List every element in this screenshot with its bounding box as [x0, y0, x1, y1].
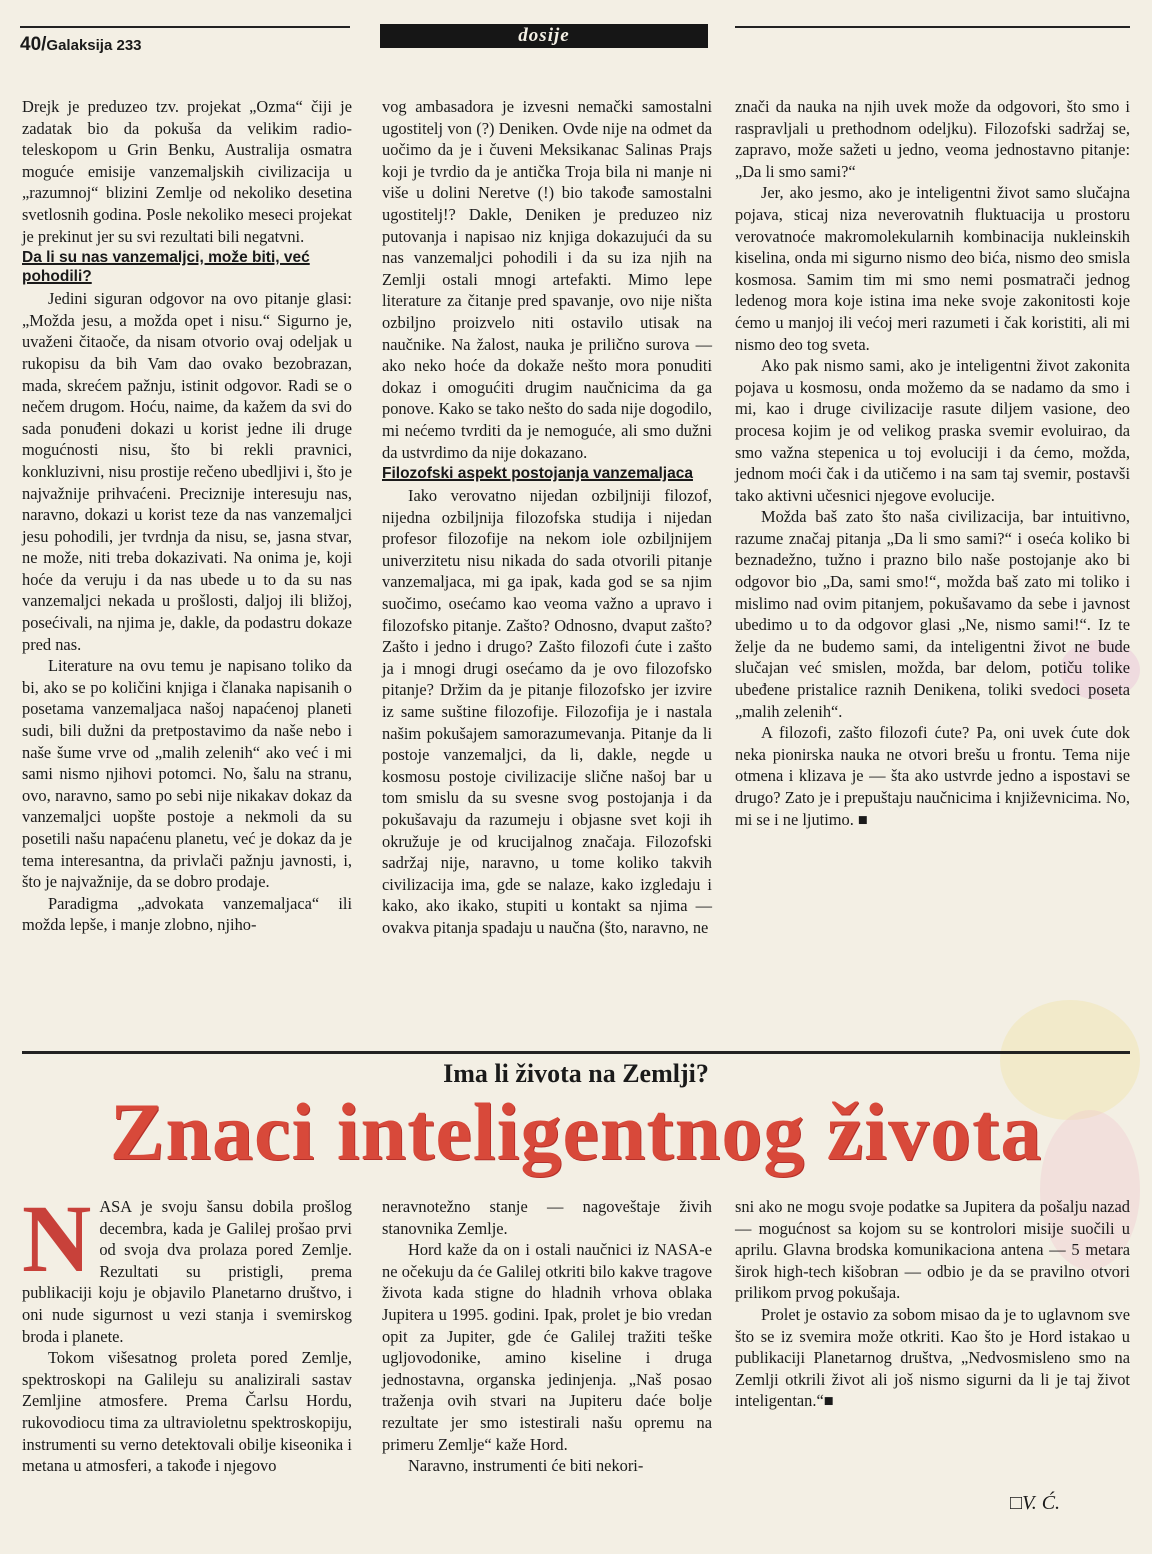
page-number-value: 40/ — [20, 34, 47, 55]
magazine-issue: Galaksija 233 — [46, 37, 142, 54]
header-rule-right — [735, 26, 1130, 28]
header-rule-left — [20, 26, 350, 28]
paragraph: Ako pak nismo sami, ako je inteligentni život zakonita pojava u kosmosu, onda možemo da se nadamo da smo i mi, kao i druge civilizacije rasute diljem vasione, deo procesa kojim je od velikog praska svemir evoluirao, da smo važna stepenica u toj evoluciji i da ćemo, možda, jednom moći čak i da utičemo i na sam taj svemir, postavši tako aktivni učesnici njegove evolucije. — [735, 356, 1130, 505]
paragraph: znači da nauka na njih uvek može da odgovori, što smo i raspravljali u prethodnom odeljku). Filozofski sadržaj se, zapravo, može sažeti u jedno, veoma jednostavno pitanje: „Da li smo sami?“ — [735, 97, 1130, 181]
paragraph: Možda baš zato što naša civilizacija, bar intuitivno, razume značaj pitanja „Da li smo sami?“ i oseća koliko bi beznadežno, tužno i prazno bilo naše postojanje ako bi odgovor bio „Da, sami smo!“, možda baš zato mi toliko i mislimo nad ovim pitanjem, pokušavamo da sebe i javnost ubedimo u to da odgovor glasi „Ne, nismo sami!“. Iz te želje da ne budemo sami, da inteligentni život ne bude slučajan već smislen, možda, bar delom, potiču tolike ubeđene pristalice raznih Denikena, toliki svedoci poseta „malih zelenih“. — [735, 507, 1130, 721]
article2-kicker: Ima li života na Zemlji? — [443, 1059, 709, 1088]
article1-column-3 — [735, 96, 1130, 830]
article2-column-3 — [735, 1196, 1130, 1412]
paragraph: neravnotežno stanje — nagoveštaje živih stanovnika Zemlje. — [382, 1197, 712, 1238]
article-separator — [22, 1051, 1130, 1054]
paragraph: Naravno, instrumenti će biti nekori- — [408, 1456, 644, 1476]
paragraph: sni ako ne mogu svoje podatke sa Jupitera da pošalju nazad — mogućnost sa kojom su se kontrolori misije suočili u aprilu. Glavna brodska komunikaciona antena — 5 metara širok high-tech kišobran — odbio je da se pravilno otvori prilikom prvog pokušaja. — [735, 1197, 1130, 1303]
paragraph: vog ambasadora je izvesni nemački samostalni ugostitelj von (?) Deniken. Ovde nije na odmet da uočimo da je i čuveni Meksikanac Salinas Prajs koji je tvrdio da je antička Troja bila ni manje ni više u dolini Neretve (!) bio takođe samostalni ugostitelj!? Dakle, Deniken je preduzeo niz putovanja i napisao niz knjiga dokazujući da su nas vanzemaljci pohodili i da su iza njih na Zemlji ostali mnogi artefakti. Mimo lepe literature za čitanje pred spavanje, ovo nije ništa ozbiljno proizvelo niti ostavilo utisak na naučnike. Na žalost, nauka je prilično surova — ako neko hoće da dokaže nešto mora ponuditi dokaz i omogućiti drugim naučnicima da ga ponove. Kako se tako nešto do sada nije dogodilo, mi nećemo tvrditi da je nemoguće, ali smo dužni da ustvrdimo da nije dokazano. — [382, 97, 712, 462]
paragraph: ASA je svoju šansu dobila prošlog decembra, kada je Galilej prošao prvi od svoja dva prolaza pored Zemlje. Rezultati su pristigli, prema publikaciji koju je objavilo Planetarno društvo, i oni nude sigurnost u vezi stanja i svemirskog broda i planete. — [22, 1197, 352, 1346]
paragraph: Hord kaže da on i ostali naučnici iz NASA-e ne očekuju da će Galilej otkriti bilo kakve tragove života kada stigne do hladnih vrhova oblaka Jupitera u 1995. godini. Ipak, prolet je bio vredan opit za Jupiter, gde će Galilej tražiti teške ugljovodonike, amino kiseline i druga jednostavna, organska jedinjenja. „Naš posao traženja ovih stvari na Jupiteru daće bolje rezultate jer smo istestirali našu opremu na primeru Zemlje“ kaže Hord. — [382, 1240, 712, 1454]
paragraph: Paradigma „advokata vanzemaljaca“ ili možda lepše, i manje zlobno, njiho- — [22, 893, 352, 935]
article1-column-2 — [382, 96, 712, 939]
paragraph: Jedini siguran odgovor na ovo pitanje glasi: „Možda jesu, a možda opet i nisu.“ Sigurno je, uvaženi čitaoče, da nisam otvorio ovaj odeljak u rukopisu da bih Vam dao ovako bezobrazan, mada, skrećem pažnju, istinit odgovor. Radi se o nečem drugom. Hoću, naime, da kažem da svi do sada ponuđeni dokazi u korist jedne ili druge mogućnosti nisu, što bi rekli pravnici, konkluzivni, nisu prostije rečeno ubedljivi i, što je najvažnije prihvaćeni. Preciznije interesuju nas, naravno, dokazi u korist teze da nas vanzemaljci jesu pohodili, jer tvrdnja da nisu, se, jasna stvar, ne može, niti treba dokazivati. Na onima je, koji hoće da veruju i da nas ubede u to da su nas vanzemaljci nekada u prošlosti, daljoj ili bližoj, posećivali, na njima je, dakle, da podastru dokaze pred nas. — [22, 289, 352, 654]
subheading: Filozofski aspekt postojanja vanzemaljaca — [382, 465, 693, 483]
section-label: dosije — [380, 24, 708, 48]
drop-cap: N — [22, 1185, 92, 1292]
paragraph: Iako verovatno nijedan ozbiljniji filozof, nijedna ozbiljnija filozofska studija i nijedan profesor filozofije na nekom iole ozbiljnijem univerzitetu nisu nikada do sada otvorili pitanje vanzemaljaca, mi ga ipak, kada god se sa njim suočimo, osećamo kao veoma važno a upravo i filozofsko pitanje. Zašto? Odnosno, dvaput zašto? Zašto i jedno i drugo? Zašto filozofi ćute i zašto ja i mnogi drugi osećamo da je ovo filozofsko pitanje? Držim da je pitanje filozofsko jer izvire iz same suštine filozofije. Filozofija je i nastala našim pokušajem samorazumevanja. Pitanje da li postoje vanzemaljci, da li, dakle, negde u kosmosu postoje civilizacije slične našoj bar u tom smislu da su svesne svog postojanja i da pokušavaju da razumeju i objasne svet koji ih okružuje je od krucijalnog značaja. Filozofski sadržaj nije, naravno, u tome koliko takvih civilizacija ima, gde se nalaze, kako izgledaju i kako, ako ikako, stupiti u kontakt sa njima — ovakva pitanja spadaju u naučna (što, naravno, ne — [382, 486, 712, 937]
article2-column-1 — [22, 1185, 352, 1477]
author-byline: □V. Ć. — [1010, 1492, 1061, 1514]
paragraph: Literature na ovu temu je napisano toliko da bi, ako se po količini knjiga i članaka napisanih o posetama vanzemaljaca našoj napaćenoj planeti sudi, bili dužni da pretpostavimo da naše nebo i naše šume vrve od „malih zelenih“ ako već i mi sami nismo njihovi potomci. No, šalu na stranu, ovo, naravno, samo po sebi nije nikakav dokaz da vanzemaljci uopšte postoje a nekmoli da su posetili našu napaćenu planetu, već je dokaz da je tema interesantna, da privlači pažnju javnosti, i, što je najvažnije, da se dobro prodaje. — [22, 656, 352, 892]
paragraph: A filozofi, zašto filozofi ćute? Pa, oni uvek ćute dok neka pionirska nauka ne otvori brešu u frontu. Tema nije otmena i klizava je — šta ako ustvrde jedno a ispostavi se drugo? Zato je i prepuštaju naučnicima i književnicima. No, mi se i ne ljutimo. ■ — [735, 723, 1130, 829]
article2-title: Znaci inteligentnog života — [109, 1086, 1043, 1177]
paragraph: Jer, ako jesmo, ako je inteligentni život samo slučajna pojava, sticaj niza neverovatnih fluktuacija u prostoru verovatnoće makromolekularnih kombinacija nukleinskih kiselina, onda mi sigurno nismo deo bića, nismo deo smisla kosmosa. Samim tim mi smo nemi posmatrači jednog ledenog mora koje istina ima neke svoje zakonitosti koje ćemo u manjoj ili većoj meri razumeti i čak koristiti, ali mi nismo deo tog sveta. — [735, 183, 1130, 354]
article1-column-1 — [22, 96, 352, 936]
paragraph: Prolet je ostavio za sobom misao da je to uglavnom sve što se iz svemira može otkriti. Kao što je Hord istakao u publikaciji Planetarnog društva, „Nedvosmisleno smo na Zemlji otkrili život ali još nismo sigurni da li je taj život inteligentan.“■ — [735, 1304, 1130, 1411]
subheading: Da li su nas vanzemaljci, može biti, već pohodili? — [22, 249, 310, 286]
paragraph: Tokom višesatnog proleta pored Zemlje, spektroskopi na Galileju su analizirali sastav Zemljine atmosfere. Prema Čarlsu Hordu, rukovodiocu tima za ultravioletnu spektroskopiju, instrumenti su verno detektovali obilje kiseonika i metana u atmosferi, a takođe i njegovo — [22, 1348, 352, 1476]
page-number — [20, 34, 142, 56]
paragraph: Drejk je preduzeo tzv. projekat „Ozma“ čiji je zadatak bio da pokuša da velikim radio-teleskopom u Grin Benku, Australija osmatra moguće emisije vanzemaljskih civilizacija u „razumnoj“ blizini Zemlje od nekoliko desetina svetlosnih godina. Posle nekoliko meseci projekat je prekinut jer su svi rezultati bili negatvni. — [22, 97, 352, 246]
article2-column-2 — [382, 1196, 712, 1477]
